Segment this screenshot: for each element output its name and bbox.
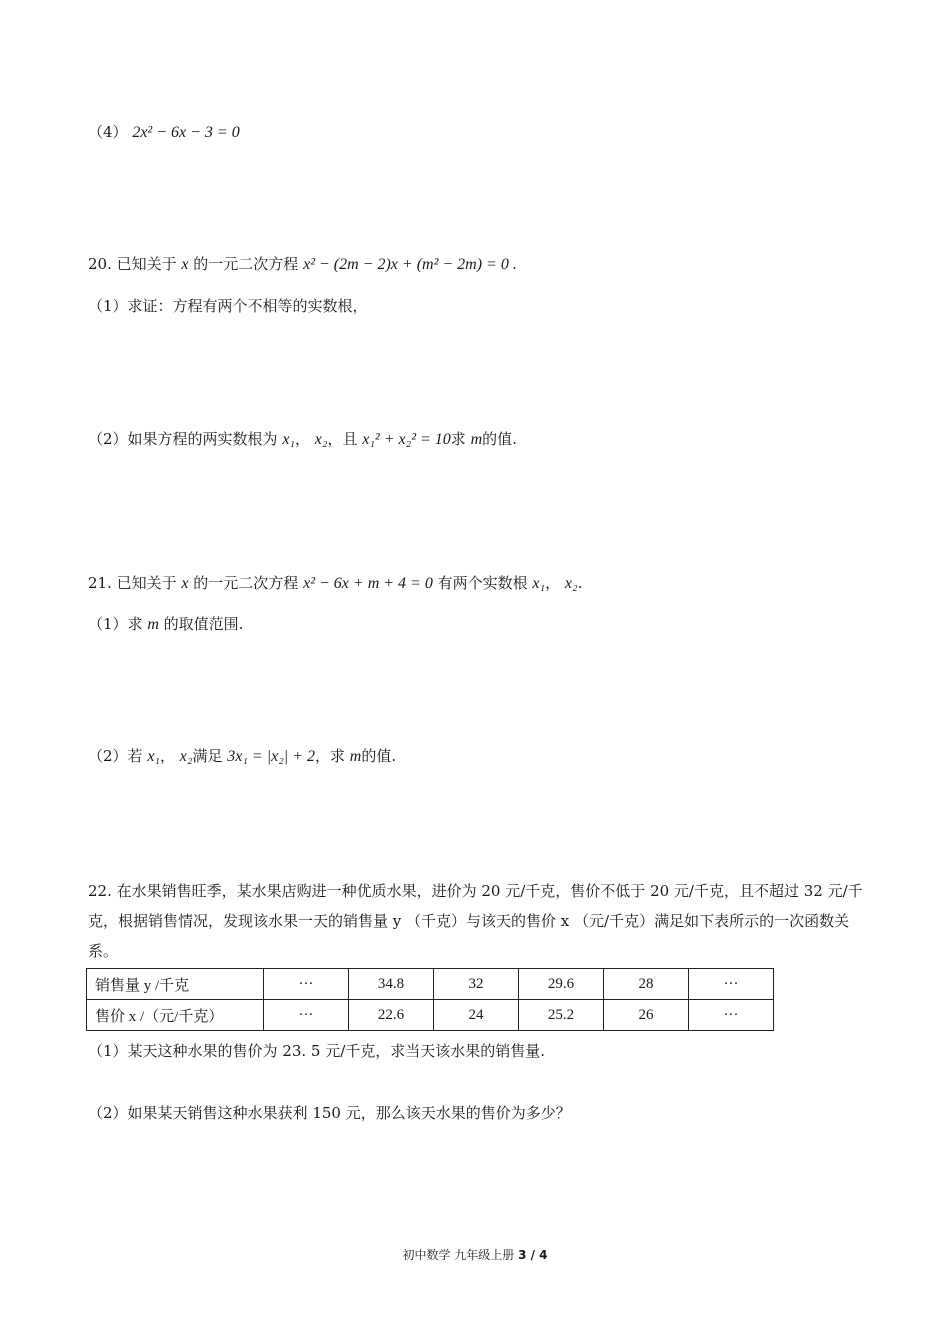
q22-part2: （2）如果某天销售这种水果获利 150 元，那么该天水果的售价为多少？ — [88, 1104, 571, 1122]
q21-part2-x2: x₂ — [179, 748, 193, 765]
q20-part2-prefix: （2）如果方程的两实数根为 — [88, 430, 278, 448]
q19-part4 — [88, 122, 240, 143]
q21-stem-prefix: 21. 已知关于 — [88, 574, 177, 592]
table-cell: ··· — [689, 969, 774, 1000]
q20-var-m: m — [470, 431, 483, 448]
q21-part1-suffix: 的取值范围. — [163, 615, 244, 633]
q21-root-x1: x₁ — [532, 575, 546, 592]
q21-root-x2: x₂ — [564, 575, 578, 592]
q21-part2-sep: ， — [160, 747, 176, 765]
q20-condition: x₁² + x₂² = 10 — [362, 431, 451, 448]
table-row — [87, 1000, 774, 1031]
q20-part1: （1）求证：方程有两个不相等的实数根， — [88, 297, 368, 315]
table-cell: ··· — [689, 1000, 774, 1031]
table-cell: 28 — [604, 969, 689, 1000]
q21-part2-mid: 满足 — [192, 747, 223, 765]
q21-part2 — [88, 746, 396, 767]
q21-stem-suffix: 有两个实数根 — [437, 574, 528, 592]
table-cell: ··· — [264, 1000, 349, 1031]
q19-part4-equation: 2x² − 6x − 3 = 0 — [132, 124, 240, 141]
q21-stem: 21. 已知关于 x 的一元二次方程 x² − 6x + m + 4 = 0 有两个实数根 x₁， x₂. — [88, 574, 583, 592]
q22-data-table — [86, 968, 774, 1031]
table-cell: ··· — [264, 969, 349, 1000]
q21-part2-x1: x₁ — [147, 748, 160, 765]
q19-part4-label: （4） — [88, 123, 128, 141]
q20-part2 — [88, 429, 517, 450]
table-row-header: 售价 x /（元/千克） — [87, 1000, 264, 1031]
table-cell: 34.8 — [349, 969, 434, 1000]
q21-part2-prefix: （2）若 — [88, 747, 143, 765]
q21-part1-prefix: （1）求 — [88, 615, 143, 633]
q21-condition: 3x₁ = |x₂| + 2 — [227, 748, 315, 765]
q22-stem: 22. 在水果销售旺季，某水果店购进一种优质水果，进价为 20 元/千克，售价不低于 20 元/千克，且不超过 32 元/千克，根据销售情况，发现该水果一天的销售量 y （千克）与该天的售价 x （元/千克）满足如下表所示的一次函数关系。 — [88, 882, 863, 960]
table-cell: 25.2 — [519, 1000, 604, 1031]
q21-part2-suffix: ，求 — [314, 747, 345, 765]
q21-part1-var-m: m — [147, 616, 159, 633]
table-row-header: 销售量 y /千克 — [87, 969, 264, 1000]
q21-stem-mid: 的一元二次方程 — [193, 574, 299, 592]
page-footer — [0, 1246, 950, 1263]
q20-part2-end: 的值. — [482, 430, 517, 448]
q21-part2-end: 的值. — [361, 747, 397, 765]
q21-equation: x² − 6x + m + 4 = 0 — [303, 575, 433, 592]
q20-stem-prefix: 20. 已知关于 — [88, 255, 177, 273]
q21-part1 — [88, 614, 243, 635]
q20-root-x1: x₁ — [282, 431, 295, 448]
table-cell: 24 — [434, 1000, 519, 1031]
table-cell: 29.6 — [519, 969, 604, 1000]
table-row — [87, 969, 774, 1000]
table-cell: 32 — [434, 969, 519, 1000]
q21-part2-var-m: m — [349, 748, 362, 765]
q20-var-x: x — [181, 256, 189, 273]
table-cell: 26 — [604, 1000, 689, 1031]
footer-text: 初中数学 九年级上册 — [402, 1248, 519, 1262]
q20-sep: ， — [295, 430, 311, 448]
q20-root-x2: x₂ — [314, 431, 328, 448]
q21-var-x: x — [181, 575, 189, 592]
q22-part1: （1）某天这种水果的售价为 23. 5 元/千克，求当天该水果的销售量. — [88, 1042, 546, 1060]
q20-part2-suffix: 求 — [450, 430, 466, 448]
q21-sep: ， — [545, 574, 561, 592]
table-cell: 22.6 — [349, 1000, 434, 1031]
q20-stem-mid: 的一元二次方程 — [193, 255, 299, 273]
page-number: 3 / 4 — [518, 1248, 548, 1262]
q20-part2-mid: ，且 — [327, 430, 358, 448]
q20-stem — [88, 254, 517, 275]
q20-equation: x² − (2m − 2)x + (m² − 2m) = 0 . — [303, 256, 517, 273]
